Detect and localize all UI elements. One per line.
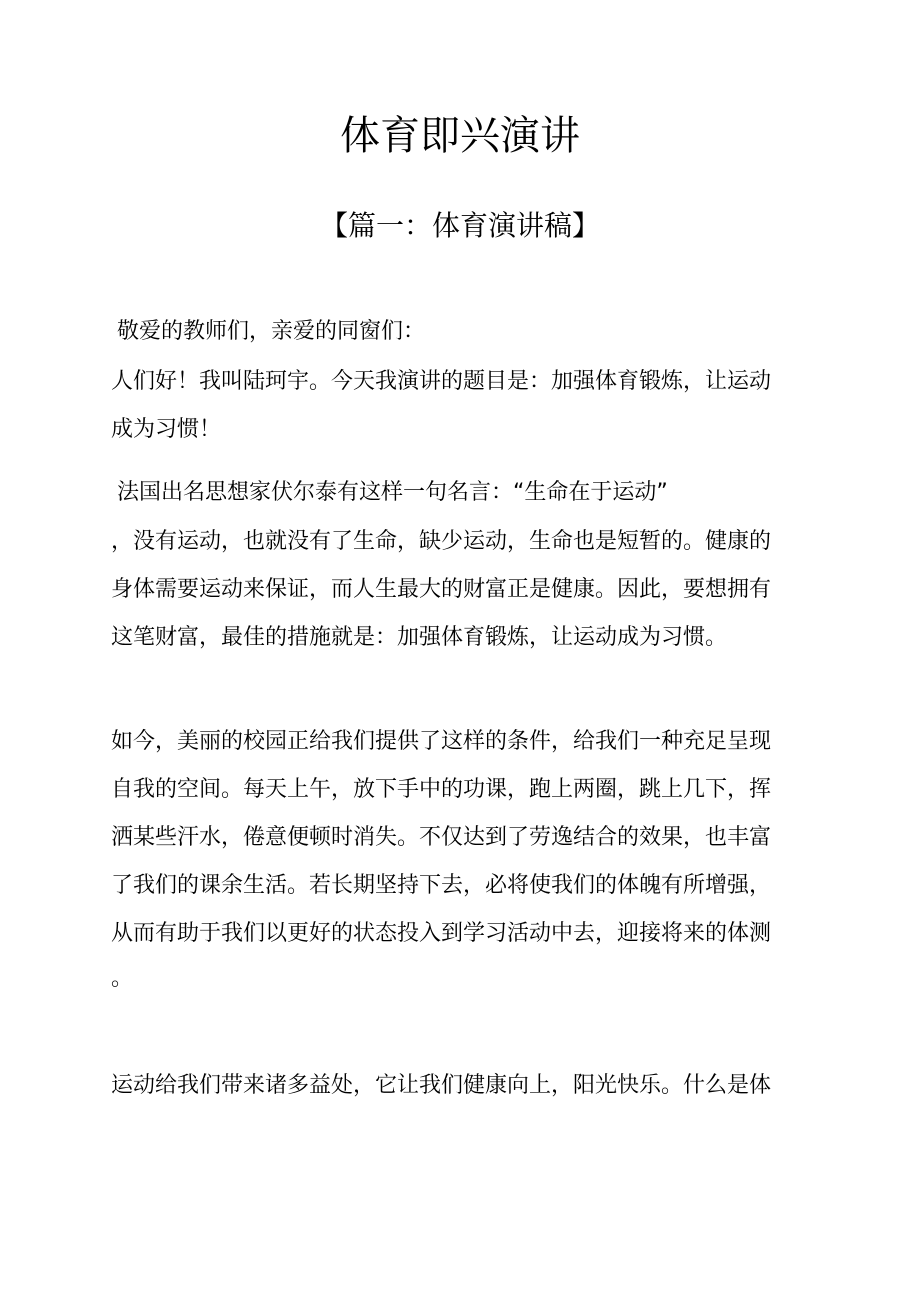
text-line: 。: [111, 966, 134, 991]
text-line: ，没有运动，也就没有了生命，缺少运动，生命也是短暂的。健康的: [111, 529, 772, 554]
text-line: 洒某些汗水，倦意便顿时消失。不仅达到了劳逸结合的效果，也丰富: [111, 825, 772, 850]
text-line: 成为习惯！: [111, 417, 222, 442]
salutation-line: 敬爱的教师们，亲爱的同窗们：: [117, 319, 426, 344]
document-title: 体育即兴演讲: [340, 113, 580, 159]
text-line: 了我们的课余生活。若长期坚持下去，必将使我们的体魄有所增强，: [111, 873, 772, 898]
text-line: 自我的空间。每天上午，放下手中的功课，跑上两圈，跳上几下，挥: [111, 777, 772, 802]
text-line: 这笔财富，最佳的措施就是：加强体育锻炼，让运动成为习惯。: [111, 625, 728, 650]
text-line: 从而有助于我们以更好的状态投入到学习活动中去，迎接将来的体测: [111, 921, 772, 946]
document-subtitle: 【篇一：体育演讲稿】: [319, 209, 600, 242]
text-line: 人们好！我叫陆珂宇。今天我演讲的题目是：加强体育锻炼，让运动: [111, 369, 772, 394]
text-line: 运动给我们带来诸多益处，它让我们健康向上，阳光快乐。什么是体: [111, 1073, 772, 1098]
text-line: 身体需要运动来保证，而人生最大的财富正是健康。因此，要想拥有: [111, 577, 772, 602]
text-line: 法国出名思想家伏尔泰有这样一句名言：“生命在于运动”: [117, 480, 668, 505]
text-line: 如今，美丽的校园正给我们提供了这样的条件，给我们一种充足呈现: [111, 729, 772, 754]
